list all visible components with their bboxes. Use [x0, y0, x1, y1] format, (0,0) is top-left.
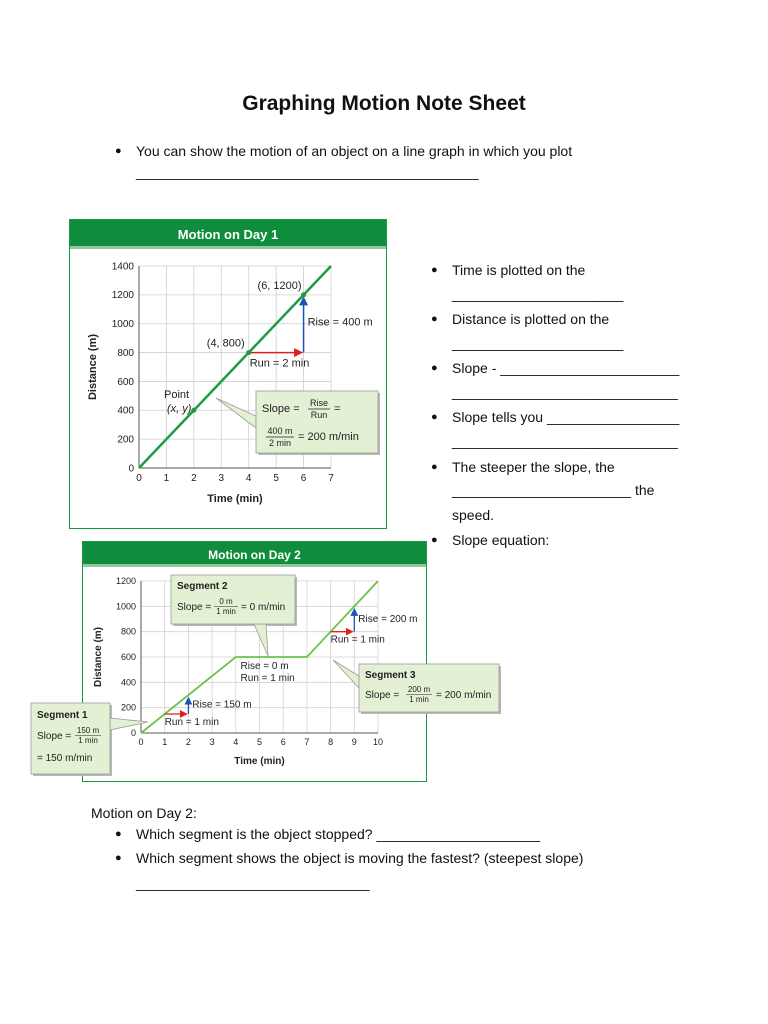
slope-frac-den: Run	[310, 410, 328, 420]
slope-den: 2 min	[268, 438, 292, 448]
slope-word: Slope =	[262, 403, 300, 415]
x-tick-label: 6	[280, 737, 286, 747]
x-tick-label: 2	[191, 473, 197, 484]
seg3-title: Segment 3	[365, 670, 416, 681]
point-label-6-1200: (6, 1200)	[257, 279, 302, 292]
seg3-result: = 200 m/min	[436, 690, 492, 701]
day2-heading: Motion on Day 2:	[91, 805, 197, 821]
page-title: Graphing Motion Note Sheet	[242, 92, 526, 115]
x-tick-label: 10	[372, 737, 384, 747]
y-tick-label: 200	[117, 434, 134, 446]
x-tick-label: 0	[138, 737, 144, 747]
y-tick-label: 800	[117, 347, 134, 359]
seg3-slope: Slope =	[365, 690, 400, 701]
seg2-num: 0 m	[219, 597, 233, 606]
y-tick-label: 0	[130, 728, 136, 738]
bullet-dot-icon: ●	[431, 534, 438, 546]
y-tick-label: 0	[128, 463, 134, 475]
x-tick-label: 7	[328, 473, 334, 484]
data-point	[246, 350, 251, 355]
bullet-dot-icon: ●	[431, 411, 438, 423]
y-tick-label: 200	[120, 702, 136, 713]
point-xy: (x, y)	[167, 403, 192, 415]
note-4-blank: _____________________________	[452, 433, 678, 449]
y-tick-label: 1000	[115, 601, 136, 612]
question-2-blank: ______________________________	[136, 875, 370, 891]
y-tick-label: 1200	[111, 290, 134, 302]
bullet-dot-icon: ●	[431, 362, 438, 374]
y-tick-label: 600	[120, 652, 136, 662]
chart-day1	[69, 219, 387, 529]
seg2-title: Segment 2	[177, 581, 228, 592]
question-2-text: Which segment shows the object is moving the fastest? (steepest slope)	[136, 850, 584, 866]
slope-frac-num: Rise	[309, 398, 329, 408]
note-5-blank: _______________________ the	[452, 482, 655, 498]
x-tick-label: 1	[163, 473, 170, 484]
seg2-rise-label: Rise = 0 m	[240, 661, 289, 672]
note-1-text: Time is plotted on the	[452, 262, 586, 278]
intro-blank: ____________________________________________	[136, 164, 479, 180]
y-tick-label: 1000	[111, 319, 134, 331]
seg2-slope: Slope =	[177, 602, 212, 613]
seg2-result: = 0 m/min	[241, 602, 286, 613]
intro-text: You can show the motion of an object on a line graph in which you plot	[136, 143, 573, 159]
chart-day1-plot	[70, 250, 386, 528]
point-label-4-800: (4, 800)	[206, 337, 245, 350]
bullet-dot-icon: ●	[115, 828, 122, 840]
note-4-text: Slope tells you _________________	[452, 409, 680, 425]
bullet-dot-icon: ●	[431, 264, 438, 276]
note-bullet-6	[431, 531, 550, 549]
seg2-den: 1 min	[216, 607, 236, 616]
chart-day2-title: Motion on Day 2	[83, 542, 426, 567]
y-tick-label: 1400	[111, 261, 134, 273]
x-tick-label: 4	[233, 737, 239, 747]
bullet-dot-icon: ●	[115, 852, 122, 864]
y-tick-label: 1200	[115, 576, 136, 586]
bullet-dot-icon: ●	[431, 461, 438, 473]
note-bullet-2	[431, 310, 610, 328]
slope-result: = 200 m/min	[298, 431, 359, 443]
seg1-title: Segment 1	[37, 710, 88, 721]
seg3-callout-pointer	[333, 660, 359, 688]
y-tick-label: 400	[120, 677, 136, 688]
slope-callout-pointer	[216, 398, 256, 428]
note-1-blank: ______________________	[452, 286, 624, 302]
seg3-den: 1 min	[409, 695, 429, 704]
x-tick-label: 3	[209, 737, 215, 747]
question-1-text: Which segment is the object stopped? _____________________	[136, 826, 540, 842]
seg1-callout-pointer	[110, 718, 148, 730]
run-label: Run = 2 min	[249, 357, 310, 370]
note-bullet-3	[431, 359, 680, 377]
note-5-text: The steeper the slope, the	[452, 459, 615, 475]
x-tick-label: 5	[273, 473, 279, 484]
x-tick-label: 4	[245, 473, 252, 484]
y-axis-label: Distance (m)	[87, 333, 99, 401]
question-bullet-1	[115, 825, 540, 843]
seg3-num: 200 m	[407, 685, 431, 694]
x-tick-label: 1	[162, 737, 168, 747]
data-point	[191, 408, 196, 413]
seg2-run-label: Run = 1 min	[240, 673, 295, 684]
seg1-slope: Slope =	[37, 731, 72, 742]
chart-day2-plot	[28, 568, 508, 788]
seg1-rise-label: Rise = 150 m	[192, 699, 252, 711]
chart-day1-title: Motion on Day 1	[70, 220, 386, 249]
y-tick-label: 400	[117, 405, 134, 417]
seg1-result: = 150 m/min	[37, 753, 93, 764]
x-tick-label: 6	[300, 473, 307, 484]
x-tick-label: 9	[351, 737, 357, 747]
x-tick-label: 7	[304, 737, 310, 747]
y-axis-label: Distance (m)	[93, 626, 104, 688]
data-point	[301, 292, 306, 297]
x-tick-label: 2	[185, 737, 191, 747]
seg3-run-label: Run = 1 min	[330, 634, 385, 646]
x-tick-label: 0	[136, 473, 142, 484]
seg1-num: 150 m	[76, 726, 100, 735]
note-2-blank: ______________________	[452, 335, 624, 351]
seg1-run-label: Run = 1 min	[164, 717, 219, 728]
note-bullet-4	[431, 408, 680, 426]
note-bullet-5	[431, 458, 615, 476]
slope-num: 400 m	[267, 426, 293, 436]
x-axis-label: Time (min)	[207, 493, 263, 505]
point-word: Point	[164, 389, 190, 401]
note-bullet-1	[431, 261, 586, 279]
x-tick-label: 5	[256, 737, 263, 747]
seg1-den: 1 min	[78, 736, 98, 745]
x-tick-label: 8	[328, 737, 334, 747]
slope-eq: =	[334, 403, 341, 415]
note-3-blank: _____________________________	[452, 384, 678, 400]
y-tick-label: 800	[120, 626, 136, 637]
note-3-text: Slope - _______________________	[452, 360, 680, 376]
question-bullet-2	[115, 849, 584, 867]
x-axis-label: Time (min)	[234, 756, 285, 767]
rise-label: Rise = 400 m	[307, 316, 373, 329]
note-5-end: speed.	[452, 507, 495, 523]
note-2-text: Distance is plotted on the	[452, 311, 610, 327]
x-tick-label: 3	[218, 473, 225, 484]
y-tick-label: 600	[117, 376, 134, 388]
bullet-dot-icon: ●	[115, 145, 122, 157]
intro-bullet	[115, 142, 573, 160]
seg2-callout-pointer	[254, 624, 268, 656]
seg3-rise-label: Rise = 200 m	[358, 614, 418, 625]
bullet-dot-icon: ●	[431, 313, 438, 325]
note-6-text: Slope equation:	[452, 532, 550, 548]
